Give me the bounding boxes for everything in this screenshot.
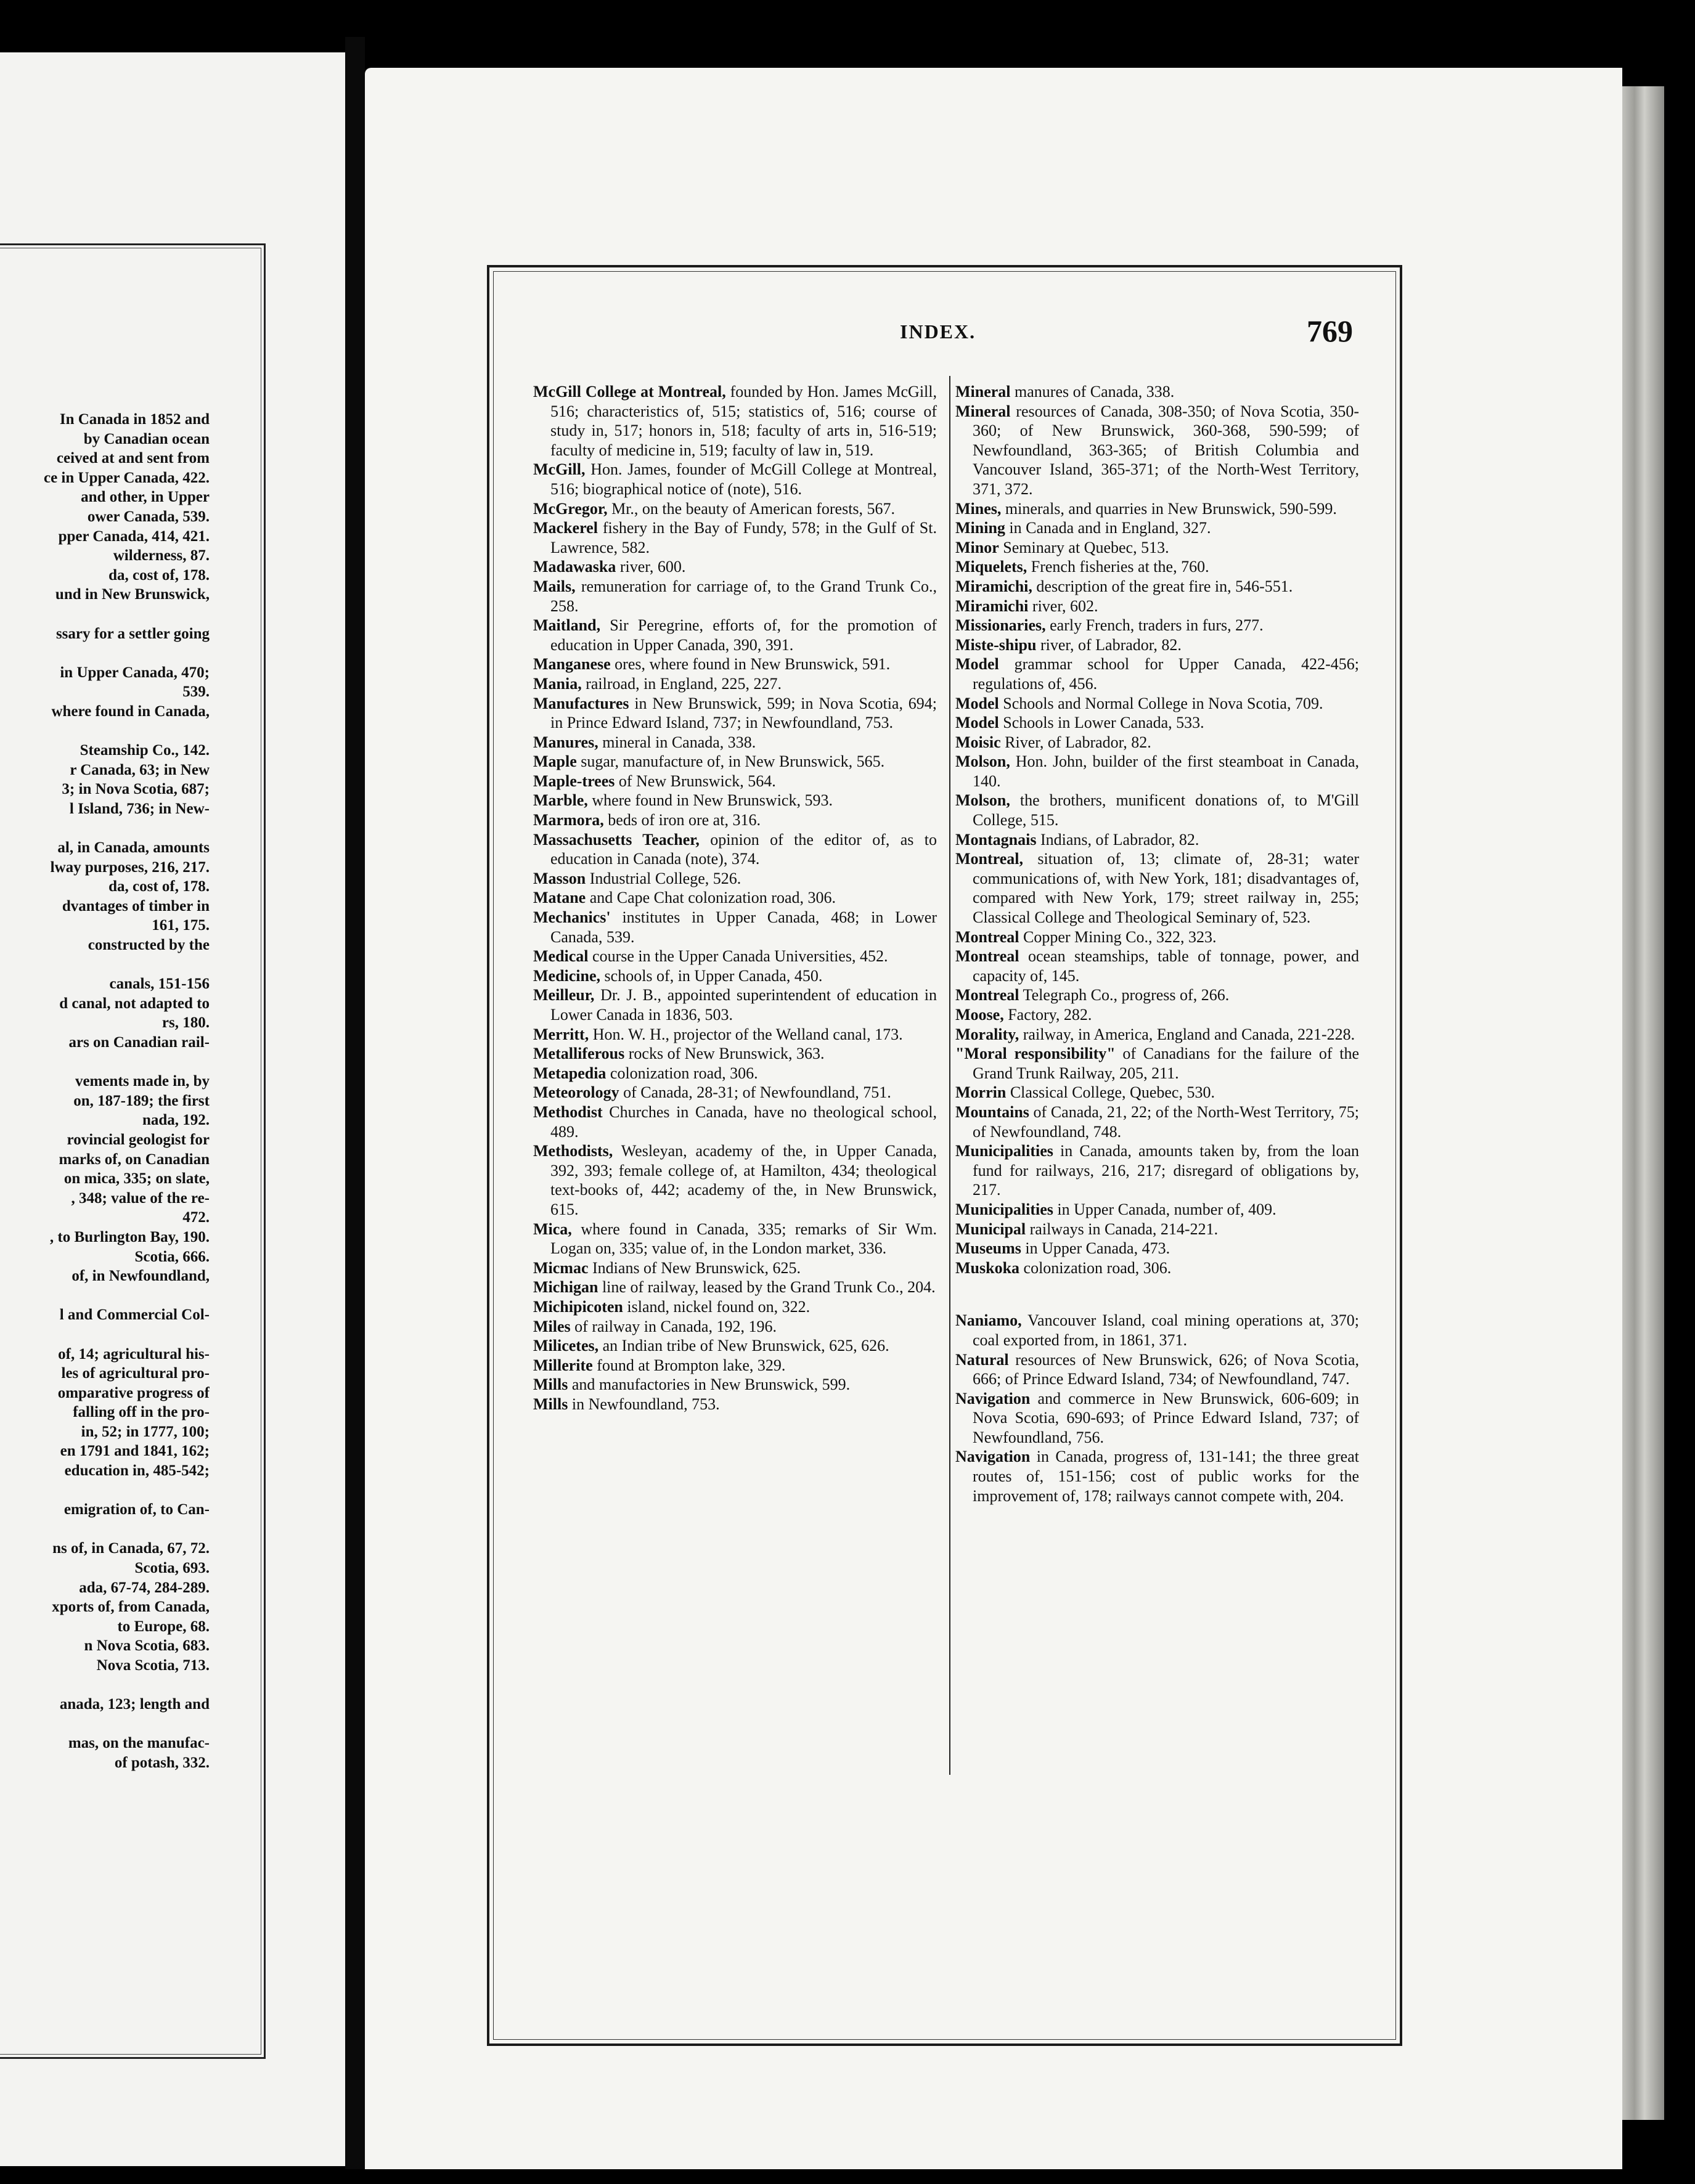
- index-entry: [955, 1220, 1359, 1239]
- index-entry: [533, 694, 937, 733]
- index-heading: Montreal: [955, 927, 1019, 946]
- index-heading: Miramichi: [955, 597, 1029, 615]
- index-entry: [533, 908, 937, 947]
- index-entry: [533, 752, 937, 772]
- facing-page-line: pper Canada, 414, 421.: [58, 528, 210, 545]
- index-heading: Mines,: [955, 499, 1002, 518]
- facing-page-line: dvantages of timber in: [62, 897, 210, 915]
- facing-page-line: by Canadian ocean: [83, 430, 210, 447]
- index-entry: [955, 1102, 1359, 1141]
- facing-page-line: ssary for a settler going: [55, 625, 210, 642]
- index-entry: [955, 1005, 1359, 1025]
- facing-page-line: ce in Upper Canada, 422.: [43, 469, 210, 486]
- index-entry: [955, 1350, 1359, 1389]
- facing-page-line: of, 14; agricultural his-: [58, 1345, 210, 1363]
- facing-page-line: [0, 1520, 210, 1539]
- facing-page-line: [0, 722, 210, 741]
- index-heading: Methodist: [533, 1102, 603, 1121]
- index-heading: Micmac: [533, 1258, 589, 1277]
- index-references: in Canada, amounts taken by, from the loan fund for railways, 216, 217; disregard of obligations by, 217.: [973, 1142, 1359, 1199]
- index-heading: Moisic: [955, 733, 1001, 751]
- facing-page-line: on mica, 335; on slate,: [63, 1170, 210, 1188]
- index-heading: Masson: [533, 869, 586, 887]
- index-heading: Municipal: [955, 1220, 1026, 1238]
- index-entry: [533, 985, 937, 1024]
- index-references: Sir Peregrine, efforts of, for the promotion of education in Upper Canada, 390, 391.: [550, 616, 937, 654]
- index-references: of railway in Canada, 192, 196.: [570, 1317, 777, 1335]
- index-entry: [955, 830, 1359, 850]
- index-heading: Mountains: [955, 1102, 1029, 1121]
- index-heading: Montagnais: [955, 830, 1037, 849]
- index-heading: Navigation: [955, 1389, 1031, 1408]
- facing-page-line: to Europe, 68.: [117, 1618, 210, 1635]
- index-entry: [955, 694, 1359, 714]
- index-references: colonization road, 306.: [1019, 1258, 1172, 1277]
- index-heading: Miste-shipu: [955, 635, 1037, 654]
- index-heading: Mining: [955, 519, 1005, 537]
- index-heading: Manganese: [533, 655, 611, 674]
- index-references: in Upper Canada, 473.: [1021, 1239, 1170, 1258]
- page-number: 769: [1307, 314, 1353, 348]
- index-references: river, 600.: [616, 558, 686, 576]
- facing-page-line: 161, 175.: [152, 917, 210, 934]
- index-references: ocean steamships, table of tonnage, power, and capacity of, 145.: [973, 947, 1359, 985]
- index-heading: Natural: [955, 1350, 1009, 1369]
- index-heading: Methodists,: [533, 1142, 613, 1160]
- index-heading: Milicetes,: [533, 1337, 599, 1355]
- index-references: schools of, in Upper Canada, 450.: [600, 966, 823, 985]
- index-references: of Canada, 28-31; of Newfoundland, 751.: [619, 1083, 891, 1102]
- index-heading: Minor: [955, 538, 999, 556]
- index-entry: [955, 1044, 1359, 1083]
- index-heading: Marble,: [533, 791, 588, 810]
- index-entry: [533, 382, 937, 460]
- index-entry: [533, 1102, 937, 1141]
- facing-page-line: 539.: [182, 683, 210, 701]
- index-entry: [955, 791, 1359, 829]
- index-heading: Moose,: [955, 1006, 1004, 1024]
- index-entry: [955, 1311, 1359, 1350]
- facing-page-line: [0, 1714, 210, 1734]
- index-references: grammar school for Upper Canada, 422-456; regulations of, 456.: [973, 655, 1359, 693]
- index-heading: Maple-trees: [533, 772, 615, 790]
- index-heading: Mills: [533, 1375, 568, 1394]
- index-heading: Mania,: [533, 674, 582, 693]
- index-entry: [533, 654, 937, 674]
- index-entry: [955, 927, 1359, 947]
- index-heading: Molson,: [955, 752, 1010, 771]
- index-heading: Morrin: [955, 1083, 1007, 1102]
- index-references: Hon. John, builder of the first steamboat in Canada, 140.: [973, 752, 1359, 790]
- facing-page-line: marks of, on Canadian: [59, 1151, 210, 1168]
- index-entry: [955, 577, 1359, 597]
- index-references: river, of Labrador, 82.: [1036, 635, 1182, 654]
- index-heading: Michipicoten: [533, 1297, 623, 1316]
- facing-page-line: omparative progress of: [57, 1384, 210, 1401]
- facing-page-line: wilderness, 87.: [113, 547, 210, 564]
- page-edge: [1615, 86, 1664, 2120]
- index-heading: Mineral: [955, 383, 1011, 401]
- index-heading: Model: [955, 714, 999, 732]
- facing-page-line: [0, 955, 210, 975]
- index-heading: Mills: [533, 1395, 568, 1413]
- index-entry: [533, 1277, 937, 1297]
- index-entry: [955, 1258, 1359, 1278]
- index-references: Churches in Canada, have no theological school, 489.: [550, 1102, 937, 1141]
- index-heading: McGregor,: [533, 499, 608, 518]
- index-heading: Manures,: [533, 733, 598, 751]
- index-heading: Manufactures: [533, 694, 629, 712]
- index-heading: Mechanics': [533, 908, 611, 927]
- index-entry: [533, 966, 937, 986]
- facing-page-line: r Canada, 63; in New: [70, 761, 210, 778]
- index-references: French fisheries at the, 760.: [1027, 558, 1209, 576]
- index-heading: Michigan: [533, 1278, 598, 1297]
- facing-page-line: on, 187-189; the first: [73, 1092, 210, 1109]
- index-references: island, nickel found on, 322.: [623, 1297, 811, 1316]
- index-entry: [955, 1083, 1359, 1102]
- index-entry: [955, 616, 1359, 635]
- facing-page-text: [0, 410, 210, 1773]
- index-entry: [533, 791, 937, 810]
- index-heading: Missionaries,: [955, 616, 1046, 635]
- index-heading: Molson,: [955, 791, 1010, 810]
- index-heading: Medicine,: [533, 966, 601, 985]
- index-entry: [955, 752, 1359, 791]
- section-gap: [955, 1277, 1359, 1311]
- index-references: River, of Labrador, 82.: [1000, 733, 1151, 751]
- facing-page-line: vements made in, by: [75, 1073, 210, 1090]
- index-entry: [533, 1025, 937, 1045]
- index-entry: [955, 1239, 1359, 1258]
- index-references: Telegraph Co., progress of, 266.: [1019, 986, 1230, 1004]
- index-references: and Cape Chat colonization road, 306.: [586, 889, 836, 907]
- index-entry: [955, 947, 1359, 985]
- facing-page-line: where found in Canada,: [51, 703, 210, 720]
- index-entry: [955, 1025, 1359, 1045]
- index-entry: [533, 888, 937, 908]
- index-references: Hon. James, founder of McGill College at Montreal, 516; biographical notice of (note), 516.: [550, 460, 937, 498]
- index-references: manures of Canada, 338.: [1010, 383, 1175, 401]
- index-entry: [533, 1220, 937, 1258]
- facing-page-line: al, in Canada, amounts: [57, 839, 210, 857]
- facing-page-line: [0, 643, 210, 663]
- index-references: Schools in Lower Canada, 533.: [999, 714, 1204, 732]
- index-references: colonization road, 306.: [606, 1064, 758, 1082]
- index-entry: [955, 538, 1359, 558]
- index-references: resources of Canada, 308-350; of Nova Scotia, 350-360; of New Brunswick, 360-368, 590-599; of Newfoundland, 363-365; of British Columbia and Vancouver Island, 365-371; of the North-West Territory, 371, 372.: [973, 402, 1359, 498]
- index-heading: Montreal: [955, 986, 1019, 1004]
- index-heading: Madawaska: [533, 558, 616, 576]
- index-entry: [533, 810, 937, 830]
- index-heading: Montreal,: [955, 850, 1023, 868]
- index-references: Industrial College, 526.: [586, 869, 741, 887]
- facing-page-line: [0, 1481, 210, 1501]
- index-references: Seminary at Quebec, 513.: [999, 538, 1169, 556]
- index-heading: Meteorology: [533, 1083, 619, 1102]
- index-entry: [533, 499, 937, 519]
- index-entry: [955, 654, 1359, 693]
- index-references: of New Brunswick, 564.: [615, 772, 776, 790]
- facing-page-line: in, 52; in 1777, 100;: [81, 1423, 210, 1440]
- index-references: Copper Mining Co., 322, 323.: [1019, 927, 1217, 946]
- index-entry: [533, 460, 937, 499]
- index-references: minerals, and quarries in New Brunswick, 590-599.: [1001, 499, 1337, 518]
- index-heading: McGill,: [533, 460, 586, 479]
- index-entry: [955, 1447, 1359, 1506]
- index-references: in Canada and in England, 327.: [1005, 519, 1211, 537]
- facing-page-line: [0, 1325, 210, 1345]
- index-references: railways in Canada, 214-221.: [1026, 1220, 1219, 1238]
- index-references: Indians, of Labrador, 82.: [1036, 830, 1199, 849]
- index-entry: [955, 985, 1359, 1005]
- index-heading: Miles: [533, 1317, 571, 1335]
- index-references: mineral in Canada, 338.: [598, 733, 756, 751]
- index-entry: [533, 1375, 937, 1395]
- index-entry: [533, 1336, 937, 1356]
- index-entry: [533, 1258, 937, 1278]
- index-entry: [955, 557, 1359, 577]
- facing-page-line: ceived at and sent from: [56, 450, 210, 467]
- index-references: remuneration for carriage of, to the Grand Trunk Co., 258.: [550, 577, 937, 615]
- index-heading: Model: [955, 694, 999, 712]
- index-heading: Maitland,: [533, 616, 601, 635]
- index-column-left: [533, 382, 937, 1414]
- index-references: and commerce in New Brunswick, 606-609; in Nova Scotia, 690-693; of Prince Edward Island, 737; of Newfoundland, 756.: [973, 1389, 1359, 1446]
- index-heading: Naniamo,: [955, 1311, 1022, 1330]
- index-entry: [533, 1395, 937, 1414]
- index-entry: [955, 1141, 1359, 1200]
- index-entry: [533, 830, 937, 869]
- index-entry: [533, 518, 937, 557]
- facing-page-fragment: [0, 52, 345, 2166]
- facing-page-line: l Island, 736; in New-: [69, 800, 210, 817]
- index-heading: Medical: [533, 947, 589, 966]
- index-references: Indians of New Brunswick, 625.: [588, 1258, 801, 1277]
- index-entry: [533, 869, 937, 889]
- facing-page-line: 3; in Nova Scotia, 687;: [62, 781, 210, 798]
- index-references: course in the Upper Canada Universities, 452.: [588, 947, 888, 966]
- index-heading: Millerite: [533, 1356, 593, 1374]
- index-heading: Morality,: [955, 1025, 1019, 1043]
- index-references: Mr., on the beauty of American forests, 567.: [607, 499, 896, 518]
- facing-page-line: ada, 67-74, 284-289.: [79, 1579, 210, 1596]
- index-entry: [533, 1083, 937, 1102]
- facing-page-line: rovincial geologist for: [67, 1131, 210, 1148]
- index-references: Dr. J. B., appointed superintendent of education in Lower Canada in 1836, 503.: [550, 986, 937, 1024]
- column-rule: [949, 376, 950, 1775]
- index-entry: [533, 577, 937, 616]
- index-heading: Mails,: [533, 577, 576, 595]
- facing-page-line: 472.: [182, 1209, 210, 1226]
- facing-page-line: constructed by the: [88, 937, 210, 954]
- index-entry: [955, 1200, 1359, 1220]
- index-heading: Marmora,: [533, 811, 604, 829]
- book-gutter: [345, 37, 365, 2169]
- index-entry: [533, 733, 937, 752]
- index-entry: [533, 1317, 937, 1337]
- index-references: ores, where found in New Brunswick, 591.: [610, 655, 891, 674]
- index-references: railway, in America, England and Canada, 221-228.: [1019, 1025, 1355, 1043]
- index-heading: Montreal: [955, 947, 1019, 966]
- index-heading: Matane: [533, 889, 586, 907]
- facing-page-line: ars on Canadian rail-: [68, 1034, 210, 1051]
- index-entry: [955, 849, 1359, 927]
- index-entry: [955, 713, 1359, 733]
- facing-page-line: d canal, not adapted to: [59, 995, 210, 1012]
- index-references: situation of, 13; climate of, 28-31; water communications of, with New York, 181; disadvantages of, compared with New York, 179; street railway in, 255; Classical College and Theological Seminary of, 523.: [973, 850, 1359, 927]
- index-references: and manufactories in New Brunswick, 599.: [568, 1375, 851, 1394]
- index-references: description of the great fire in, 546-551.: [1032, 577, 1293, 595]
- index-references: found at Brompton lake, 329.: [592, 1356, 786, 1374]
- index-entry: [533, 1044, 937, 1064]
- facing-page-line: , to Burlington Bay, 190.: [49, 1228, 210, 1245]
- index-entry: [533, 616, 937, 654]
- facing-page-line: [0, 1676, 210, 1695]
- index-heading: Museums: [955, 1239, 1021, 1258]
- index-references: line of railway, leased by the Grand Trunk Co., 204.: [598, 1278, 936, 1297]
- index-references: sugar, manufacture of, in New Brunswick, 565.: [576, 752, 885, 771]
- running-head: INDEX.: [900, 320, 976, 343]
- facing-page-line: canals, 151-156: [109, 976, 210, 993]
- index-references: Factory, 282.: [1003, 1006, 1092, 1024]
- index-heading: Navigation: [955, 1448, 1031, 1466]
- index-entry: [533, 947, 937, 966]
- facing-page-line: of, in Newfoundland,: [71, 1268, 210, 1285]
- index-references: of Canadians for the failure of the Grand Trunk Railway, 205, 211.: [973, 1045, 1359, 1082]
- index-references: beds of iron ore at, 316.: [603, 811, 761, 829]
- facing-page-line: mas, on the manufac-: [68, 1735, 210, 1752]
- facing-page-line: [0, 1053, 210, 1072]
- index-heading: "Moral responsibility": [955, 1045, 1116, 1063]
- index-references: river, 602.: [1028, 597, 1098, 615]
- index-heading: Muskoka: [955, 1258, 1020, 1277]
- facing-page-line: l and Commercial Col-: [59, 1306, 210, 1324]
- index-heading: Model: [955, 655, 999, 674]
- index-references: an Indian tribe of New Brunswick, 625, 626.: [598, 1337, 889, 1355]
- index-heading: Metapedia: [533, 1064, 607, 1082]
- index-entry: [533, 1064, 937, 1083]
- facing-page-line: xports of, from Canada,: [52, 1599, 210, 1616]
- facing-page-line: ns of, in Canada, 67, 72.: [52, 1540, 210, 1557]
- index-heading: Meilleur,: [533, 986, 595, 1004]
- facing-page-line: [0, 818, 210, 838]
- facing-page-line: ower Canada, 539.: [87, 508, 210, 525]
- facing-page-line: emigration of, to Can-: [63, 1501, 210, 1518]
- index-heading: Maple: [533, 752, 577, 771]
- index-entry: [533, 557, 937, 577]
- index-entry: [955, 382, 1359, 402]
- index-references: resources of New Brunswick, 626; of Nova Scotia, 666; of Prince Edward Island, 734; of Newfoundland, 747.: [973, 1350, 1359, 1388]
- facing-page-line: da, cost of, 178.: [108, 566, 210, 584]
- facing-page-line: In Canada in 1852 and: [59, 411, 210, 428]
- facing-page-line: rs, 180.: [161, 1014, 210, 1032]
- facing-page-line: nada, 192.: [142, 1112, 210, 1129]
- facing-page-line: en 1791 and 1841, 162;: [60, 1443, 210, 1460]
- facing-page-line: les of agricultural pro-: [61, 1365, 210, 1382]
- facing-page-line: Steamship Co., 142.: [80, 742, 210, 759]
- facing-page-line: und in New Brunswick,: [55, 586, 210, 603]
- index-references: institutes in Upper Canada, 468; in Lower Canada, 539.: [550, 908, 937, 946]
- index-entry: [955, 635, 1359, 655]
- facing-page-line: lway purposes, 216, 217.: [50, 858, 210, 876]
- index-references: fishery in the Bay of Fundy, 578; in the Gulf of St. Lawrence, 582.: [550, 519, 937, 556]
- index-column-right: [955, 382, 1359, 1506]
- facing-page-line: , 348; value of the re-: [71, 1189, 210, 1207]
- index-references: Classical College, Quebec, 530.: [1006, 1083, 1215, 1102]
- index-entry: [955, 733, 1359, 752]
- index-entry: [533, 772, 937, 791]
- facing-page-line: Scotia, 693.: [134, 1560, 210, 1577]
- index-heading: McGill College at Montreal,: [533, 383, 726, 401]
- facing-page-line: da, cost of, 178.: [108, 878, 210, 895]
- index-heading: Mineral: [955, 402, 1011, 420]
- index-references: in New Brunswick, 599; in Nova Scotia, 694; in Prince Edward Island, 737; in Newfoundland, 753.: [550, 694, 937, 732]
- index-references: in Newfoundland, 753.: [568, 1395, 720, 1413]
- facing-page-line: falling off in the pro-: [73, 1404, 210, 1421]
- index-entry: [955, 518, 1359, 538]
- index-entry: [955, 597, 1359, 616]
- index-references: the brothers, munificent donations of, to M'Gill College, 515.: [973, 791, 1359, 829]
- index-references: in Upper Canada, number of, 409.: [1053, 1200, 1276, 1218]
- index-heading: Mackerel: [533, 519, 598, 537]
- facing-page-line: and other, in Upper: [81, 489, 210, 506]
- index-entry: [533, 1356, 937, 1375]
- facing-page-line: [0, 605, 210, 624]
- facing-page-line: Nova Scotia, 713.: [96, 1657, 210, 1674]
- facing-page-line: [0, 1286, 210, 1306]
- facing-page-line: Scotia, 666.: [134, 1248, 210, 1265]
- index-references: railroad, in England, 225, 227.: [581, 674, 782, 693]
- index-entry: [533, 674, 937, 694]
- facing-page-line: education in, 485-542;: [64, 1462, 210, 1480]
- index-heading: Miquelets,: [955, 558, 1027, 576]
- index-entry: [955, 499, 1359, 519]
- index-references: rocks of New Brunswick, 363.: [624, 1045, 825, 1063]
- index-references: of Canada, 21, 22; of the North-West Territory, 75; of Newfoundland, 748.: [973, 1102, 1359, 1141]
- facing-page-line: in Upper Canada, 470;: [60, 664, 210, 681]
- index-heading: Mica,: [533, 1220, 572, 1238]
- index-references: early French, traders in furs, 277.: [1045, 616, 1264, 635]
- index-heading: Metalliferous: [533, 1045, 625, 1063]
- index-references: Schools and Normal College in Nova Scotia, 709.: [999, 694, 1323, 712]
- index-entry: [955, 402, 1359, 499]
- index-references: in Canada, progress of, 131-141; the three great routes of, 151-156; cost of public works for the improvement of, 178; railways cannot compete with, 204.: [973, 1448, 1359, 1505]
- index-references: where found in New Brunswick, 593.: [587, 791, 833, 810]
- index-references: Wesleyan, academy of the, in Upper Canada, 392, 393; female college of, at Hamilton, 434; theological text-books of, 442; academy of the, in New Brunswick, 615.: [550, 1142, 937, 1218]
- index-references: Hon. W. H., projector of the Welland canal, 173.: [589, 1025, 903, 1043]
- index-entry: [533, 1297, 937, 1317]
- facing-page-line: of potash, 332.: [114, 1754, 210, 1771]
- index-heading: Municipalities: [955, 1142, 1053, 1160]
- facing-page-line: anada, 123; length and: [59, 1696, 210, 1713]
- facing-page-line: n Nova Scotia, 683.: [84, 1637, 210, 1655]
- index-references: where found in Canada, 335; remarks of Sir Wm. Logan on, 335; value of, in the London market, 336.: [550, 1220, 937, 1258]
- index-references: founded by Hon. James McGill, 516; characteristics of, 515; statistics of, 516; course of study in, 517; honors in, 518; faculty of arts in, 516-519; faculty of medicine in, 519; faculty of law in, 519.: [550, 383, 937, 459]
- index-entry: [955, 1389, 1359, 1448]
- index-references: Vancouver Island, coal mining operations at, 370; coal exported from, in 1861, 371.: [973, 1311, 1359, 1349]
- index-entry: [533, 1141, 937, 1219]
- index-heading: Municipalities: [955, 1200, 1053, 1218]
- index-heading: Massachusetts Teacher,: [533, 830, 700, 849]
- index-references: opinion of the editor of, as to education in Canada (note), 374.: [550, 830, 937, 868]
- index-heading: Miramichi,: [955, 577, 1032, 595]
- index-heading: Merritt,: [533, 1025, 589, 1043]
